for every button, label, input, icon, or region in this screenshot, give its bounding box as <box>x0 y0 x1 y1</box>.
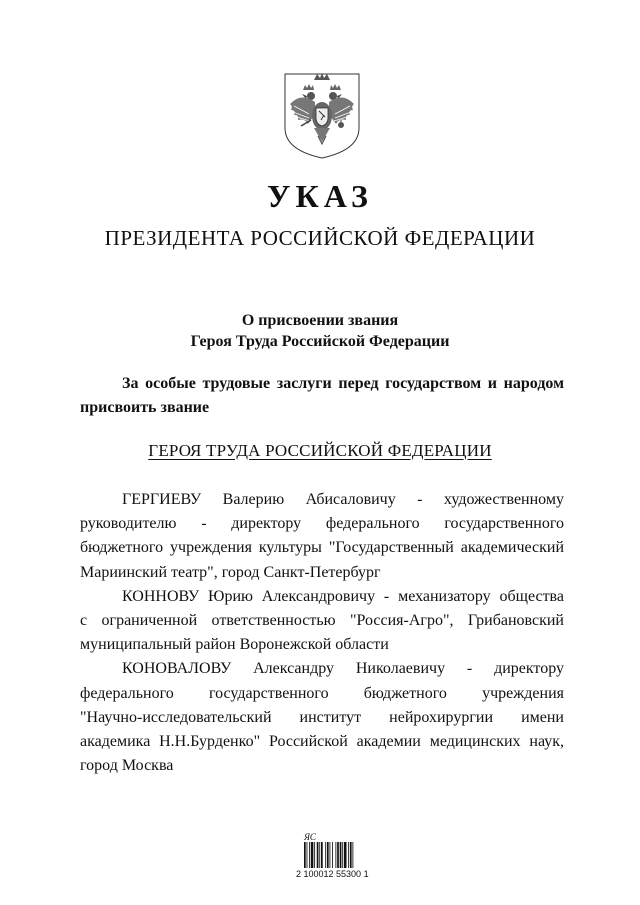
text-line: бюджетного учреждения культуры "Государственный академический <box>80 539 564 557</box>
barcode-stripe <box>344 842 347 868</box>
barcode-stripe <box>314 842 315 868</box>
intro-line: За особые трудовые заслуги перед государством и народом <box>122 375 564 392</box>
recipient-paragraph <box>80 657 564 778</box>
barcode-stripe <box>325 842 326 868</box>
barcode-block <box>296 832 378 880</box>
russian-coat-of-arms-icon <box>281 70 363 160</box>
text-line: академика Н.Н.Бурденко" Российской академии медицинских наук, <box>80 732 564 750</box>
barcode-stripe <box>337 842 339 868</box>
barcode-number: 2 100012 55300 1 <box>296 869 369 879</box>
text-line: ГЕРГИЕВУ Валерию Абисаловичу - художественному <box>122 491 564 508</box>
barcode-mark: ЯС <box>304 832 316 842</box>
barcode-stripe <box>317 842 319 868</box>
barcode-stripe <box>350 842 352 868</box>
text-line: КОННОВУ Юрию Александровичу - механизатору общества <box>122 587 564 605</box>
barcode-stripe <box>342 842 343 868</box>
text-line: федерального государственного бюджетного учреждения <box>80 684 564 702</box>
barcode-stripe <box>319 842 320 868</box>
decree-heading <box>0 310 640 352</box>
recipients-list <box>80 488 564 778</box>
recipient-paragraph <box>80 488 564 585</box>
document-title: УКАЗ <box>267 178 373 214</box>
intro-line: присвоить звание <box>80 399 210 416</box>
text-line: муниципальный район Воронежской области <box>80 636 389 654</box>
text-line: Мариинский театр", город Санкт-Петербург <box>80 563 381 581</box>
decree-intro <box>80 372 564 420</box>
barcode-stripe <box>348 842 349 868</box>
text-line: "Научно-исследовательский институт нейрохирургии имени <box>80 708 564 726</box>
barcode-stripe <box>330 842 331 868</box>
text-line: руководителю - директору федерального государственного <box>80 515 564 533</box>
barcode-stripe <box>311 842 314 868</box>
heading-line: Героя Труда Российской Федерации <box>190 333 450 350</box>
barcode-stripe <box>307 842 308 868</box>
barcode-icon <box>304 842 374 868</box>
barcode-stripe <box>304 842 306 868</box>
text-line: с ограниченной ответственностью "Россия-Агро", Грибановский <box>80 611 564 629</box>
text-line: город Москва <box>80 757 174 775</box>
barcode-stripe <box>309 842 310 868</box>
barcode-stripe <box>340 842 342 868</box>
barcode-stripe <box>321 842 323 868</box>
award-title: ГЕРОЯ ТРУДА РОССИЙСКОЙ ФЕДЕРАЦИИ <box>148 441 492 460</box>
barcode-stripe <box>335 842 336 868</box>
text-line: КОНОВАЛОВУ Александру Николаевичу - директору <box>122 660 564 678</box>
heading-line: О присвоении звания <box>241 312 399 329</box>
barcode-stripe <box>352 842 353 868</box>
recipient-paragraph <box>80 585 564 658</box>
barcode-stripe <box>332 842 333 868</box>
barcode-stripe <box>327 842 329 868</box>
document-subtitle: ПРЕЗИДЕНТА РОССИЙСКОЙ ФЕДЕРАЦИИ <box>104 226 536 250</box>
